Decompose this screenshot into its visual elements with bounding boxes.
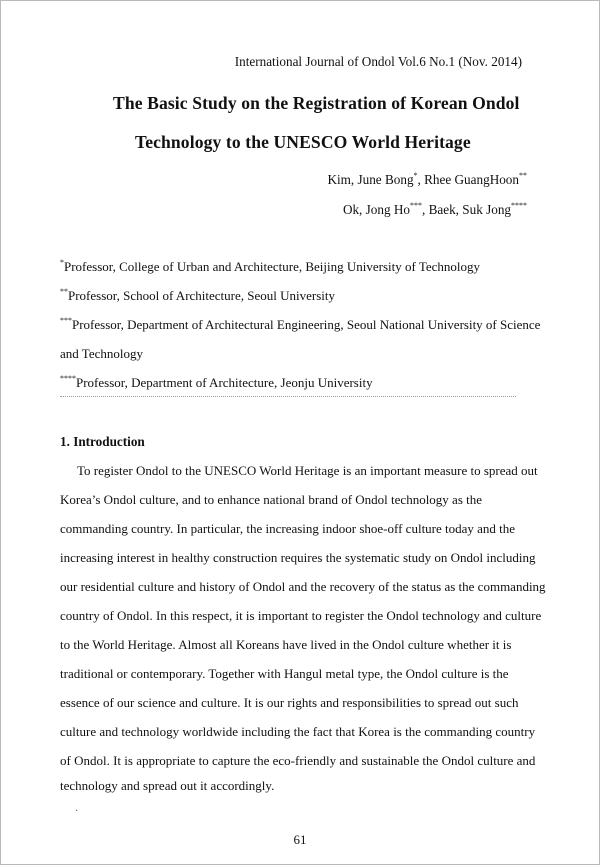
authors-line-2 bbox=[343, 202, 527, 218]
body-line: our residential culture and history of Ondol and the recovery of the status as the commanding bbox=[60, 579, 546, 594]
affiliation-2 bbox=[60, 288, 335, 304]
author-mark: ** bbox=[519, 171, 527, 180]
affiliation-mark: **** bbox=[60, 374, 76, 383]
affiliation-mark: ** bbox=[60, 287, 68, 296]
paper-title-line-2: Technology to the UNESCO World Heritage bbox=[135, 132, 471, 152]
author-name: Ok, Jong Ho bbox=[342, 202, 410, 217]
body-line: commanding country. In particular, the increasing indoor shoe-off culture today and the bbox=[60, 521, 516, 536]
affiliation-3 bbox=[60, 317, 540, 333]
dotted-divider bbox=[60, 396, 516, 397]
body-line: technology and spread out it accordingly. bbox=[60, 778, 275, 793]
affiliation-text: Professor, School of Architecture, Seoul University bbox=[68, 288, 336, 303]
affiliation-text: and Technology bbox=[60, 346, 143, 361]
author-name: Baek, Suk Jong bbox=[428, 202, 511, 217]
body-line: country of Ondol. In this respect, it is important to register the Ondol technology and culture bbox=[60, 608, 542, 623]
affiliation-3-continued bbox=[60, 346, 143, 362]
author-separator: , bbox=[421, 202, 429, 217]
body-line: increasing interest in healthy construction requires the systematic study on Ondol including bbox=[60, 550, 536, 565]
affiliation-mark: * bbox=[60, 258, 64, 267]
author-mark: * bbox=[413, 171, 418, 180]
journal-header: International Journal of Ondol Vol.6 No.1 (Nov. 2014) bbox=[234, 54, 522, 69]
author-mark: **** bbox=[511, 201, 527, 210]
affiliation-4 bbox=[60, 375, 373, 391]
affiliation-mark: *** bbox=[60, 316, 72, 325]
body-line: to the World Heritage. Almost all Koreans have lived in the Ondol culture whether it is bbox=[60, 637, 512, 652]
paper-title-line-1: The Basic Study on the Registration of Korean Ondol bbox=[113, 93, 520, 113]
page-number: 61 bbox=[293, 832, 307, 847]
authors-line-1 bbox=[327, 172, 527, 188]
stray-mark: · bbox=[75, 806, 79, 817]
affiliation-text: Professor, College of Urban and Architecture, Beijing University of Technology bbox=[64, 259, 481, 274]
author-name: Rhee GuangHoon bbox=[424, 172, 519, 187]
affiliation-text: Professor, Department of Architecture, Jeonju University bbox=[76, 375, 373, 390]
author-mark: *** bbox=[409, 201, 422, 210]
section-heading: 1. Introduction bbox=[60, 434, 145, 449]
body-line: Korea’s Ondol culture, and to enhance national brand of Ondol technology as the bbox=[60, 492, 483, 507]
body-line: To register Ondol to the UNESCO World Heritage is an important measure to spread out bbox=[77, 463, 538, 478]
body-line: of Ondol. It is appropriate to capture the eco-friendly and sustainable the Ondol culture and bbox=[60, 753, 536, 768]
affiliation-text: Professor, Department of Architectural Engineering, Seoul National University of Science bbox=[72, 317, 541, 332]
body-line: traditional or contemporary. Together with Hangul metal type, the Ondol culture is the bbox=[60, 666, 509, 681]
author-separator: , bbox=[417, 172, 425, 187]
body-line: essence of our science and culture. It is our rights and responsibilities to spread out such bbox=[60, 695, 519, 710]
body-line: culture and technology worldwide including the fact that Korea is the commanding country bbox=[60, 724, 536, 739]
affiliation-1 bbox=[60, 259, 480, 275]
author-name: Kim, June Bong bbox=[327, 172, 414, 187]
